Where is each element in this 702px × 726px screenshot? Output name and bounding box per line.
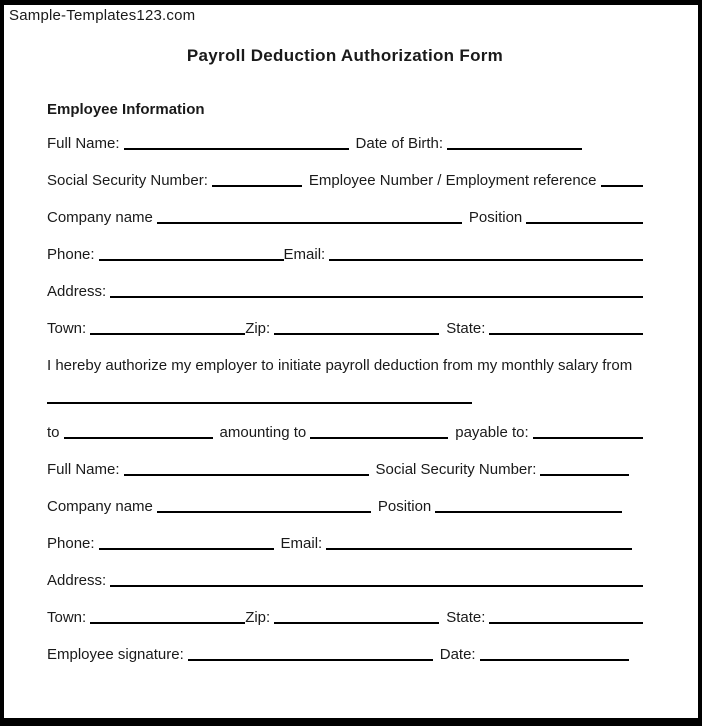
- employee-number-label: Employee Number / Employment reference: [308, 172, 597, 189]
- payee-phone-label: Phone:: [47, 535, 95, 552]
- address-label: Address:: [47, 283, 107, 300]
- payee-position-field[interactable]: [435, 499, 622, 513]
- payee-full-name-label: Full Name:: [47, 461, 120, 478]
- form-content: [4, 45, 698, 665]
- form-row: [47, 644, 643, 665]
- form-row: [47, 170, 643, 191]
- phone-field[interactable]: [99, 247, 284, 261]
- to-label: to: [47, 424, 60, 441]
- payable-to-label: payable to:: [455, 424, 529, 441]
- payee-email-field[interactable]: [326, 536, 632, 550]
- form-row: [47, 318, 643, 339]
- company-name-field[interactable]: [157, 210, 462, 224]
- form-row: [47, 244, 643, 265]
- form-row: [47, 533, 643, 554]
- ssn-label: Social Security Number:: [47, 172, 208, 189]
- to-field[interactable]: [64, 425, 213, 439]
- payee-full-name-field[interactable]: [124, 462, 369, 476]
- payee-address-field[interactable]: [110, 573, 643, 587]
- town-label: Town:: [47, 320, 87, 337]
- section-heading-employee-information: Employee Information: [47, 101, 205, 118]
- full-name-field[interactable]: [124, 136, 349, 150]
- phone-label: Phone:: [47, 246, 95, 263]
- town-field[interactable]: [90, 321, 245, 335]
- payee-state-field[interactable]: [489, 610, 643, 624]
- payee-phone-field[interactable]: [99, 536, 274, 550]
- form-row: [47, 459, 643, 480]
- amount-field[interactable]: [310, 425, 448, 439]
- payee-zip-field[interactable]: [274, 610, 439, 624]
- payee-town-field[interactable]: [90, 610, 245, 624]
- form-row: [47, 422, 643, 443]
- form-row: [47, 607, 643, 628]
- payee-ssn-label: Social Security Number:: [375, 461, 537, 478]
- authorization-statement: I hereby authorize my employer to initiate payroll deduction from my monthly salary from: [47, 357, 633, 374]
- full-name-label: Full Name:: [47, 135, 120, 152]
- address-field[interactable]: [110, 284, 643, 298]
- salary-from-field[interactable]: [47, 390, 472, 404]
- payee-address-label: Address:: [47, 572, 107, 589]
- zip-field[interactable]: [274, 321, 439, 335]
- form-row: [47, 496, 643, 517]
- payee-company-name-label: Company name: [47, 498, 153, 515]
- form-row: [47, 281, 643, 302]
- payee-town-label: Town:: [47, 609, 87, 626]
- form-row: [47, 388, 643, 402]
- date-of-birth-label: Date of Birth:: [355, 135, 444, 152]
- payee-ssn-field[interactable]: [540, 462, 629, 476]
- state-field[interactable]: [489, 321, 643, 335]
- payee-email-label: Email:: [280, 535, 323, 552]
- email-label: Email:: [283, 246, 326, 263]
- date-label: Date:: [439, 646, 476, 663]
- amounting-to-label: amounting to: [219, 424, 307, 441]
- employee-number-field[interactable]: [601, 173, 643, 187]
- zip-label: Zip:: [245, 320, 271, 337]
- date-field[interactable]: [480, 647, 629, 661]
- position-label: Position: [468, 209, 523, 226]
- form-title: Payroll Deduction Authorization Form: [186, 46, 504, 65]
- date-of-birth-field[interactable]: [447, 136, 582, 150]
- ssn-field[interactable]: [212, 173, 302, 187]
- employee-signature-field[interactable]: [188, 647, 433, 661]
- form-row: [47, 207, 643, 228]
- payee-zip-label: Zip:: [245, 609, 271, 626]
- form-row: [47, 133, 643, 154]
- payee-company-name-field[interactable]: [157, 499, 371, 513]
- watermark: Sample-Templates123.com: [9, 7, 196, 24]
- form-row: [47, 570, 643, 591]
- payee-state-label: State:: [446, 609, 486, 626]
- email-field[interactable]: [329, 247, 643, 261]
- company-name-label: Company name: [47, 209, 153, 226]
- payable-to-field[interactable]: [533, 425, 643, 439]
- state-label: State:: [446, 320, 486, 337]
- position-field[interactable]: [526, 210, 643, 224]
- employee-signature-label: Employee signature:: [47, 646, 184, 663]
- payee-position-label: Position: [377, 498, 432, 515]
